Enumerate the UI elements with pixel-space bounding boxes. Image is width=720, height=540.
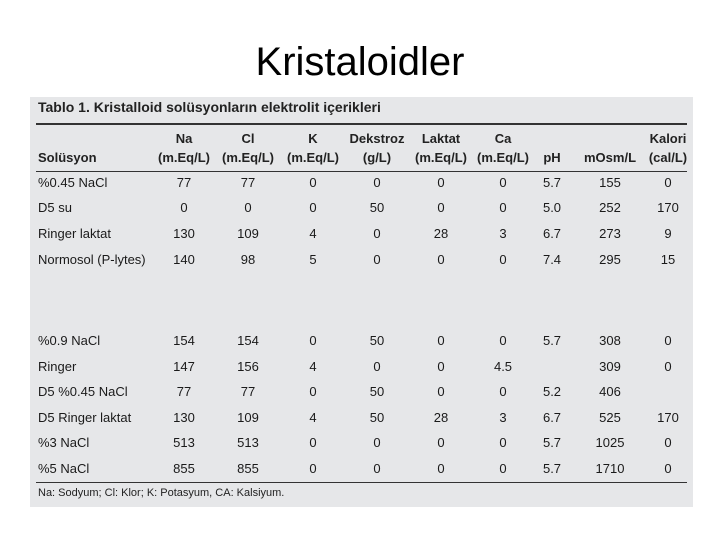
row-label: D5 %0.45 NaCl [38, 384, 128, 399]
table-cell: 5.7 [542, 435, 562, 450]
table-cell: 406 [599, 384, 621, 399]
table-cell: 0 [499, 333, 507, 348]
table-cell: 0 [437, 435, 445, 450]
column-header-4-line2: (m.Eq/L) [287, 150, 339, 165]
column-header-3-line1: Cl [241, 131, 255, 146]
table-top-rule [36, 123, 687, 125]
table-cell: 1025 [595, 435, 625, 450]
table-cell: 4 [309, 359, 317, 374]
row-label: Normosol (P-lytes) [38, 252, 146, 267]
table-cell: 130 [173, 226, 195, 241]
row-label: D5 Ringer laktat [38, 410, 132, 425]
table-cell: 77 [240, 175, 256, 190]
table-cell: 77 [176, 175, 192, 190]
table-cell: 50 [369, 333, 385, 348]
table-cell: 4 [309, 226, 317, 241]
table-cell: 0 [664, 435, 672, 450]
table-cell: 140 [173, 252, 195, 267]
row-label: Ringer [38, 359, 77, 374]
table-cell: 170 [657, 410, 679, 425]
row-label: %3 NaCl [38, 435, 90, 450]
table-cell: 77 [176, 384, 192, 399]
table-cell: 513 [237, 435, 259, 450]
column-header-6-line1: Laktat [421, 131, 461, 146]
table-cell: 109 [237, 226, 259, 241]
column-header-5-line2: (g/L) [362, 150, 392, 165]
table-cell: 0 [437, 384, 445, 399]
column-header-4-line1: K [308, 131, 318, 146]
column-header-10-line2: (cal/L) [648, 150, 688, 165]
table-cell: 0 [499, 200, 507, 215]
table-cell: 0 [664, 333, 672, 348]
table-cell: 77 [240, 384, 256, 399]
table-cell: 154 [237, 333, 259, 348]
column-header-7-line2: (m.Eq/L) [477, 150, 529, 165]
table-cell: 5.7 [542, 333, 562, 348]
table-header-rule [36, 171, 687, 172]
row-label: %0.9 NaCl [38, 333, 101, 348]
column-header-9-line2: mOsm/L [583, 150, 637, 165]
table-cell: 0 [373, 252, 381, 267]
table-cell: 0 [373, 226, 381, 241]
table-cell: 3 [499, 226, 507, 241]
table-cell: 170 [657, 200, 679, 215]
table-cell: 5.7 [542, 175, 562, 190]
row-label: %5 NaCl [38, 461, 90, 476]
table-cell: 252 [599, 200, 621, 215]
table-cell: 0 [664, 175, 672, 190]
table-cell: 855 [173, 461, 195, 476]
table-cell: 130 [173, 410, 195, 425]
table-cell: 855 [237, 461, 259, 476]
table-cell: 0 [437, 200, 445, 215]
table-cell: 0 [664, 461, 672, 476]
table-cell: 0 [244, 200, 252, 215]
table-cell: 0 [499, 175, 507, 190]
table-cell: 273 [599, 226, 621, 241]
table-cell: 0 [437, 175, 445, 190]
table-cell: 513 [173, 435, 195, 450]
table-cell: 3 [499, 410, 507, 425]
table-caption: Tablo 1. Kristalloid solüsyonların elektrolit içerikleri [38, 99, 381, 115]
table-cell: 28 [433, 410, 449, 425]
table-cell: 0 [499, 252, 507, 267]
slide-title: Kristaloidler [255, 40, 465, 84]
table-cell: 7.4 [542, 252, 562, 267]
table-cell: 5 [309, 252, 317, 267]
table-cell: 0 [437, 461, 445, 476]
row-label: D5 su [38, 200, 72, 215]
table-cell: 5.2 [542, 384, 562, 399]
table-cell: 0 [437, 252, 445, 267]
table-cell: 308 [599, 333, 621, 348]
table-footnote: Na: Sodyum; Cl: Klor; K: Potasyum, CA: Kalsiyum. [38, 487, 285, 499]
table-cell: 1710 [595, 461, 625, 476]
table-cell: 50 [369, 410, 385, 425]
table-cell: 0 [499, 461, 507, 476]
table-cell: 28 [433, 226, 449, 241]
table-cell: 155 [599, 175, 621, 190]
table-cell: 0 [309, 175, 317, 190]
column-header-10-line1: Kalori [649, 131, 687, 146]
table-cell: 5.0 [542, 200, 562, 215]
table-cell: 50 [369, 384, 385, 399]
table-cell: 0 [499, 384, 507, 399]
table-cell: 0 [499, 435, 507, 450]
table-cell: 5.7 [542, 461, 562, 476]
column-header-3-line2: (m.Eq/L) [222, 150, 274, 165]
table-cell: 6.7 [542, 410, 562, 425]
row-label: %0.45 NaCl [38, 175, 108, 190]
table-cell: 147 [173, 359, 195, 374]
table-cell: 0 [309, 384, 317, 399]
table-cell: 309 [599, 359, 621, 374]
table-cell: 6.7 [542, 226, 562, 241]
table-cell: 109 [237, 410, 259, 425]
table-cell: 15 [660, 252, 676, 267]
table-cell: 0 [373, 359, 381, 374]
table-cell: 0 [437, 359, 445, 374]
table-cell: 9 [664, 226, 672, 241]
table-cell: 50 [369, 200, 385, 215]
column-header-5-line1: Dekstroz [349, 131, 405, 146]
table-cell: 0 [309, 333, 317, 348]
table-cell: 0 [309, 200, 317, 215]
table-bottom-rule [36, 482, 687, 483]
table-cell: 0 [437, 333, 445, 348]
table-cell: 0 [373, 461, 381, 476]
table-cell: 0 [373, 435, 381, 450]
table-cell: 4.5 [493, 359, 513, 374]
table-cell: 0 [664, 359, 672, 374]
table-cell: 295 [599, 252, 621, 267]
table-cell: 156 [237, 359, 259, 374]
table-cell: 98 [240, 252, 256, 267]
table-cell: 154 [173, 333, 195, 348]
table-cell: 0 [309, 461, 317, 476]
column-header-2-line2: (m.Eq/L) [158, 150, 210, 165]
table-cell: 525 [599, 410, 621, 425]
table-cell: 4 [309, 410, 317, 425]
row-label: Ringer laktat [38, 226, 111, 241]
table-cell: 0 [180, 200, 188, 215]
column-header-6-line2: (m.Eq/L) [415, 150, 467, 165]
column-header-8-line2: pH [543, 150, 561, 165]
column-header-2-line1: Na [175, 131, 193, 146]
electrolyte-table [30, 97, 693, 507]
column-header-7-line1: Ca [494, 131, 512, 146]
column-header-1-line2: Solüsyon [38, 150, 97, 165]
table-cell: 0 [373, 175, 381, 190]
table-cell: 0 [309, 435, 317, 450]
